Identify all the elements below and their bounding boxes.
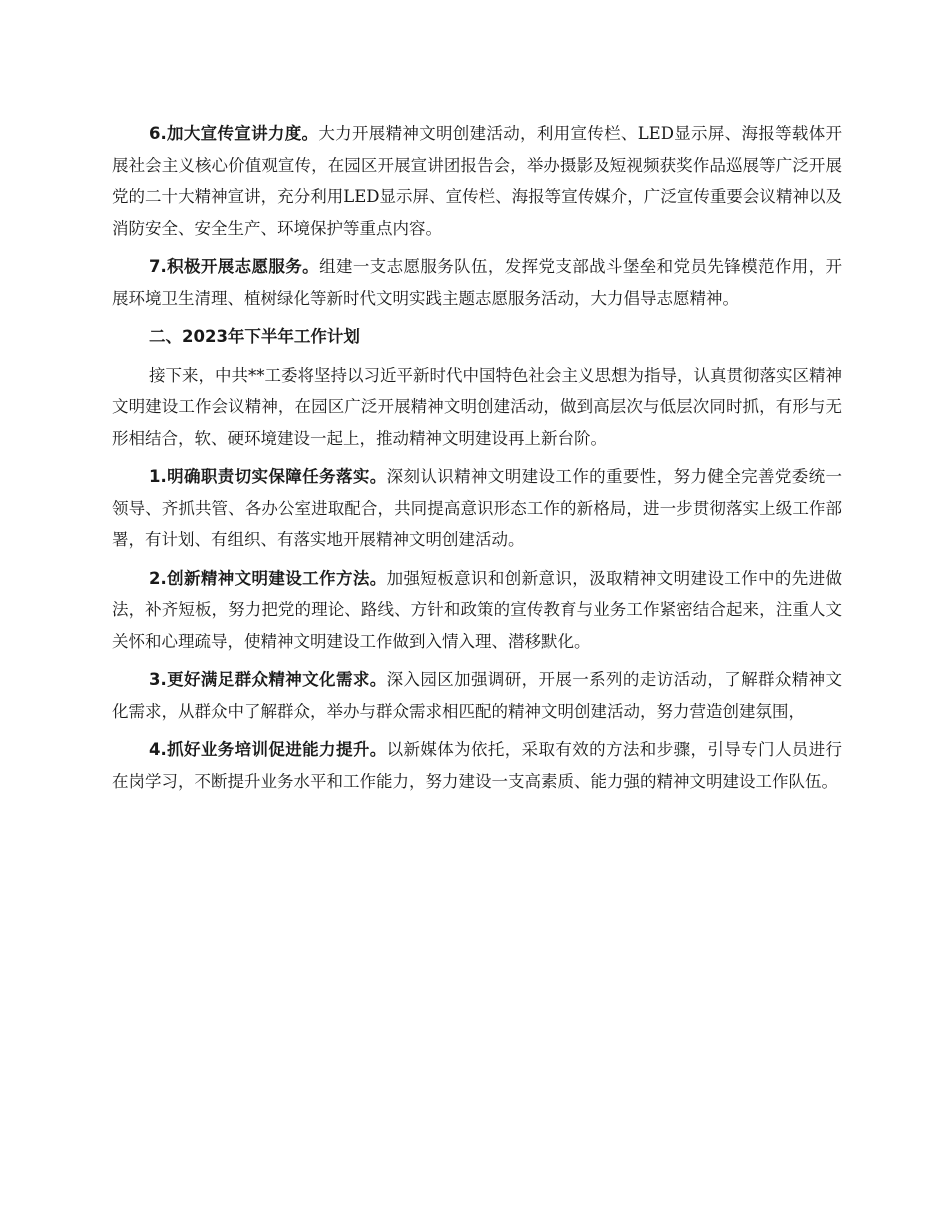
plan-item-lead: 3.更好满足群众精神文化需求。 <box>149 670 387 689</box>
paragraph-text: 组建一支志愿服务队伍，发挥党支部战斗堡垒和党员先锋模范作用，开展环境卫生清理、植树绿化等新时代文明实践主题志愿服务活动，大力倡导志愿精神。 <box>112 257 843 308</box>
intro-paragraph: 接下来，中共**工委将坚持以习近平新时代中国特色社会主义思想为指导，认真贯彻落实区精神文明建设工作会议精神，在园区广泛开展精神文明创建活动，做到高层次与低层次同时抓，有形与无形相结合，软、硬环境建设一起上，推动精神文明建设再上新台阶。 <box>112 365 842 448</box>
paragraph-lead: 7.积极开展志愿服务。 <box>149 257 320 276</box>
plan-item-text: 加强短板意识和创新意识，汲取精神文明建设工作中的先进做法，补齐短板，努力把党的理论、路线、方针和政策的宣传教育与业务工作紧密结合起来，注重人文关怀和心理疏导，使精神文明建设工作做到入情入理、潜移默化。 <box>112 568 843 651</box>
plan-item-responsibility <box>112 461 842 556</box>
plan-item-methods <box>112 563 842 658</box>
document-page <box>112 118 842 804</box>
plan-item-culture-needs <box>112 664 842 727</box>
paragraph-text: 大力开展精神文明创建活动，利用宣传栏、LED显示屏、海报等载体开展社会主义核心价值观宣传，在园区开展宣讲团报告会，举办摄影及短视频获奖作品巡展等广泛开展党的二十大精神宣讲，充分利用LED显示屏、宣传栏、海报等宣传媒介，广泛宣传重要会议精神以及消防安全、安全生产、环境保护等重点内容。 <box>112 124 843 238</box>
section-heading: 二、2023年下半年工作计划 <box>149 327 360 346</box>
plan-item-text: 深刻认识精神文明建设工作的重要性，努力健全完善党委统一领导、齐抓共管、各办公室进取配合，共同提高意识形态工作的新格局，进一步贯彻落实上级工作部署，有计划、有组织、有落实地开展精神文明创建活动。 <box>112 467 843 549</box>
plan-item-text: 以新媒体为依托，采取有效的方法和步骤，引导专门人员进行在岗学习，不断提升业务水平和工作能力，努力建设一支高素质、能力强的精神文明建设工作队伍。 <box>112 740 843 791</box>
plan-item-lead: 4.抓好业务培训促进能力提升。 <box>149 740 387 759</box>
plan-item-lead: 1.明确职责切实保障任务落实。 <box>149 467 387 486</box>
plan-item-training <box>112 734 842 797</box>
plan-item-lead: 2.创新精神文明建设工作方法。 <box>149 568 387 588</box>
paragraph-volunteer <box>112 251 842 314</box>
paragraph-lead: 6.加大宣传宣讲力度。 <box>149 124 319 143</box>
paragraph-publicity <box>112 118 842 244</box>
plan-item-text: 深入园区加强调研，开展一系列的走访活动，了解群众精神文化需求，从群众中了解群众，举办与群众需求相匹配的精神文明创建活动，努力营造创建氛围， <box>112 670 843 721</box>
